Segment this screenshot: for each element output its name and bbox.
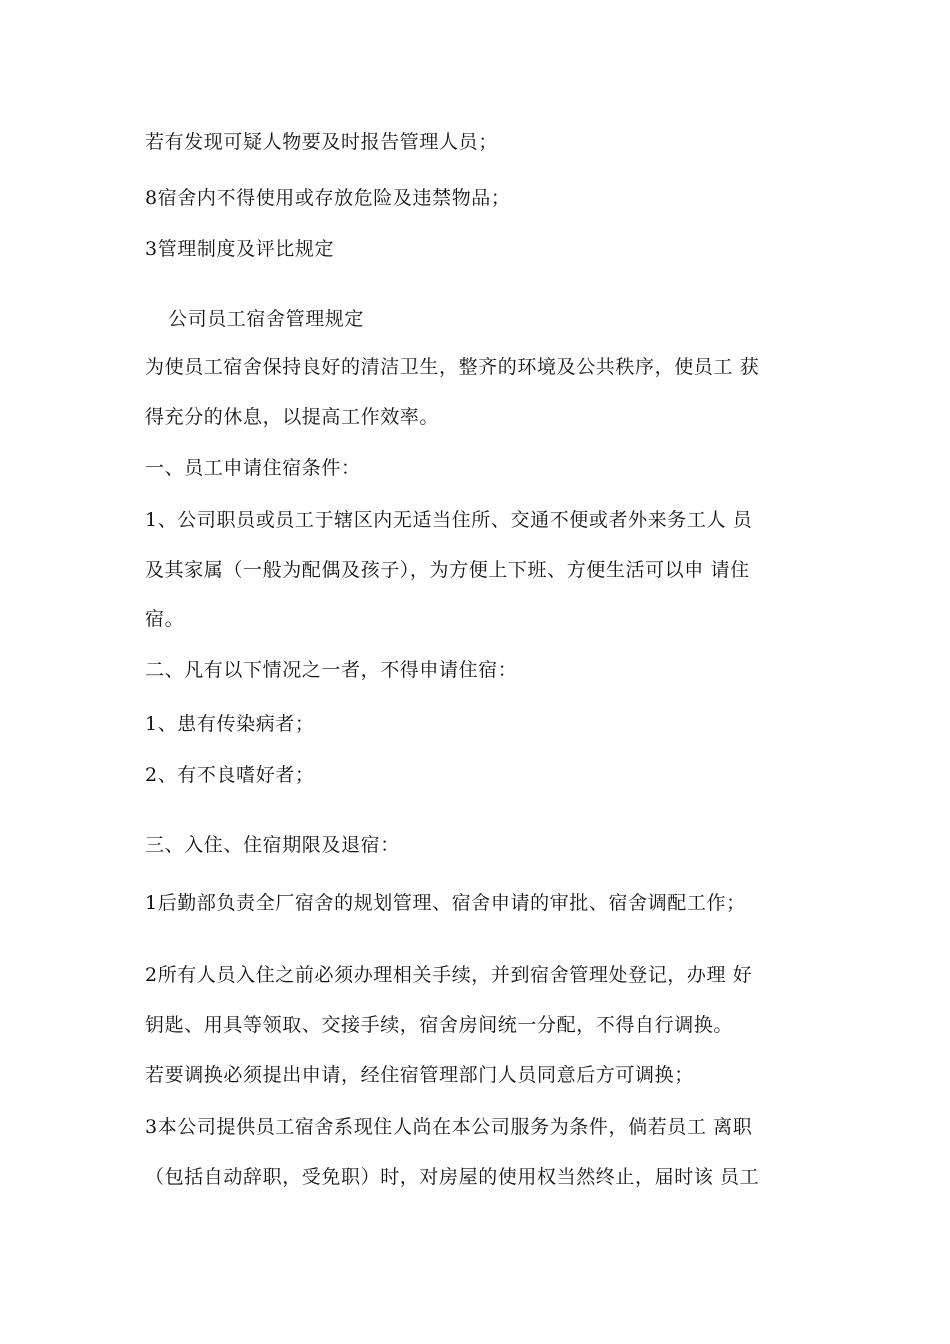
text-line: 及其家属（一般为配偶及孩子），为方便上下班、方便生活可以申 请住 <box>145 559 750 581</box>
text-line: 宿。 <box>145 608 185 630</box>
text-line: 得充分的休息，以提高工作效率。 <box>145 406 440 428</box>
text-line: 一、员工申请住宿条件： <box>145 457 361 479</box>
text-line: （包括自动辞职，受免职）时，对房屋的使用权当然终止，届时该 员工 <box>145 1166 760 1188</box>
text-line: 1、公司职员或员工于辖区内无适当住所、交通不便或者外来务工人 员 <box>145 509 753 531</box>
text-line: 2、有不良嗜好者； <box>145 764 315 786</box>
text-line: 3本公司提供员工宿舍系现住人尚在本公司服务为条件，倘若员工 离职 <box>145 1116 753 1138</box>
section-title: 公司员工宿舍管理规定 <box>168 308 365 330</box>
text-line: 1后勤部负责全厂宿舍的规划管理、宿舍申请的审批、宿舍调配工作； <box>145 892 746 914</box>
text-line: 8宿舍内不得使用或存放危险及违禁物品； <box>145 187 511 209</box>
text-line: 2所有人员入住之前必须办理相关手续，并到宿舍管理处登记，办理 好 <box>145 964 753 986</box>
text-line: 3管理制度及评比规定 <box>145 238 335 260</box>
text-line: 钥匙、用具等领取、交接手续，宿舍房间统一分配，不得自行调换。 <box>145 1014 734 1036</box>
text-line: 三、入住、住宿期限及退宿： <box>145 834 400 856</box>
text-line: 1、患有传染病者； <box>145 713 315 735</box>
text-line: 为使员工宿舍保持良好的清洁卫生，整齐的环境及公共秩序，使员工 获 <box>145 356 760 378</box>
text-line: 若有发现可疑人物要及时报告管理人员； <box>145 131 498 153</box>
text-line: 若要调换必须提出申请，经住宿管理部门人员同意后方可调换； <box>145 1064 694 1086</box>
text-line: 二、凡有以下情况之一者，不得申请住宿： <box>145 659 518 681</box>
